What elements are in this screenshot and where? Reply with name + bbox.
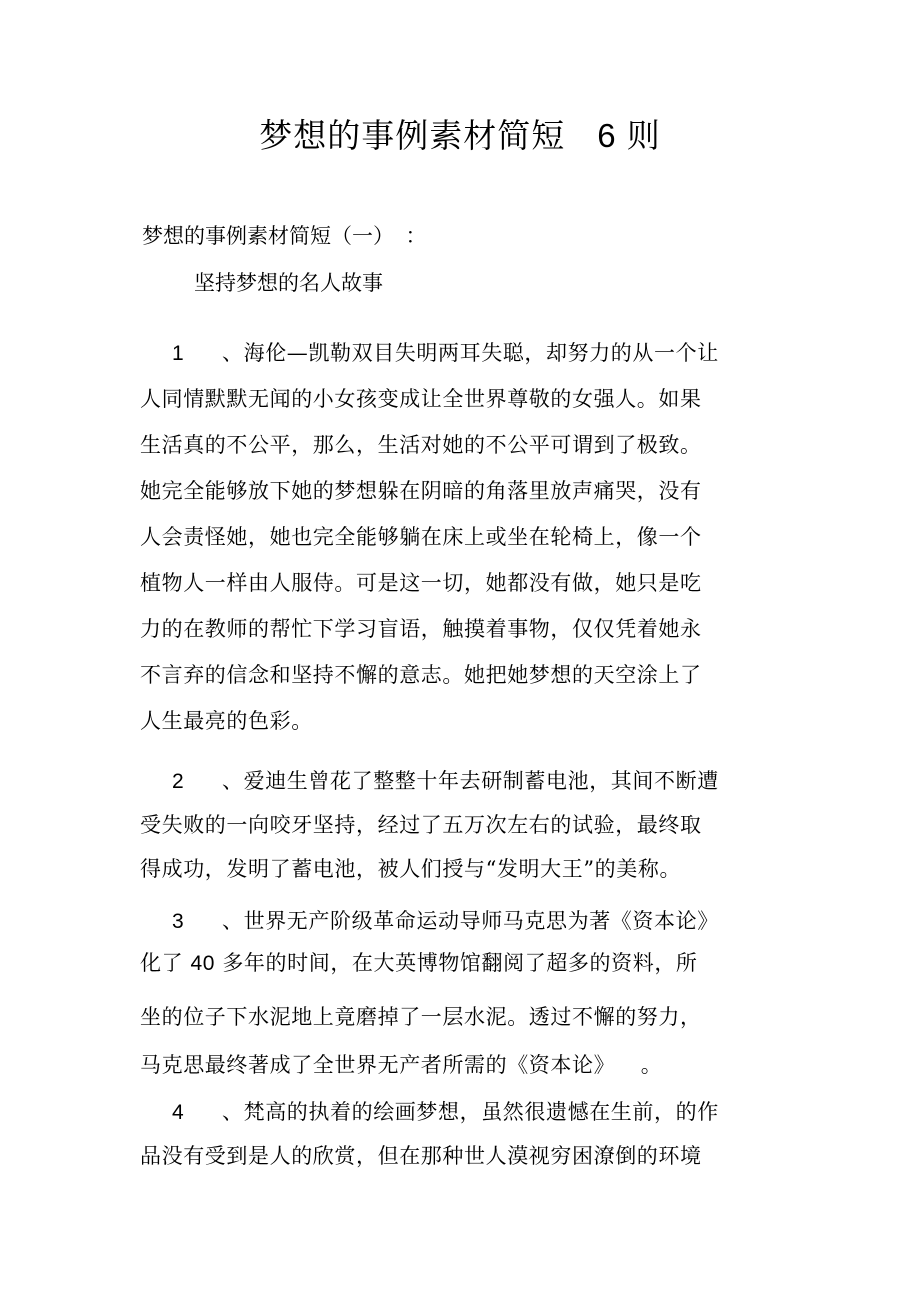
- paragraph-number: 2: [172, 770, 185, 793]
- paragraph-line: 化了 40 多年的时间，在大英博物馆翻阅了超多的资料，所: [140, 951, 698, 975]
- title-number: 6 则: [597, 117, 661, 154]
- paragraph-line: 马克思最终著成了全世界无产者所需的《资本论》 。: [140, 1053, 663, 1077]
- paragraph-line: 得成功，发明了蓄电池，被人们授与“发明大王”的美称。: [140, 857, 682, 881]
- paragraph-line: 人生最亮的色彩。: [140, 709, 313, 733]
- paragraph-line: 4 、梵高的执着的绘画梦想，虽然很遗憾在生前，的作: [140, 1090, 780, 1134]
- subtitle-colon: ：: [405, 224, 427, 248]
- paragraph-line: 生活真的不公平，那么，生活对她的不公平可谓到了极致。: [140, 433, 702, 457]
- inline-number: 40: [190, 952, 216, 975]
- paragraph-number: 1: [172, 342, 185, 365]
- section-subhead: 坚持梦想的名人故事: [194, 271, 383, 295]
- paragraph-line: 不言弃的信念和坚持不懈的意志。她把她梦想的天空涂上了: [140, 663, 702, 687]
- paragraph-line: 2 、爱迪生曾花了整整十年去研制蓄电池，其间不断遭: [140, 759, 780, 803]
- paragraph-number: 3: [172, 910, 185, 933]
- title-text: 梦想的事例素材简短: [259, 116, 566, 155]
- paragraph-line: 3 、世界无产阶级革命运动导师马克思为著《资本论》: [140, 899, 780, 943]
- paragraph-3: [140, 899, 780, 1087]
- end-mark: 。: [640, 1053, 663, 1077]
- paragraph-line: 1 、海伦—凯勒双目失明两耳失聪，却努力的从一个让: [140, 330, 780, 376]
- document-title: [0, 112, 920, 160]
- section-subtitle: [142, 218, 427, 254]
- paragraph-line: 坐的位子下水泥地上竟磨掉了一层水泥。透过不懈的努力，: [140, 1005, 702, 1029]
- paragraph-line: 力的在教师的帮忙下学习盲语，触摸着事物，仅仅凭着她永: [140, 617, 702, 641]
- paragraph-line: 品没有受到是人的欣赏，但在那种世人漠视穷困潦倒的环境: [140, 1144, 702, 1168]
- paragraph-line: 人会责怪她，她也完全能够躺在床上或坐在轮椅上，像一个: [140, 525, 702, 549]
- paragraph-4: [140, 1090, 780, 1178]
- paragraph-1: [140, 330, 780, 744]
- paragraph-line: 受失败的一向咬牙坚持，经过了五万次左右的试验，最终取: [140, 813, 702, 837]
- subtitle-text: 梦想的事例素材简短（一）: [142, 224, 384, 248]
- paragraph-number: 4: [172, 1101, 185, 1124]
- paragraph-line: 她完全能够放下她的梦想躲在阴暗的角落里放声痛哭，没有: [140, 479, 702, 503]
- paragraph-line: 植物人一样由人服侍。可是这一切，她都没有做，她只是吃: [140, 571, 702, 595]
- paragraph-2: [140, 759, 780, 891]
- paragraph-line: 人同情默默无闻的小女孩变成让全世界尊敬的女强人。如果: [140, 387, 702, 411]
